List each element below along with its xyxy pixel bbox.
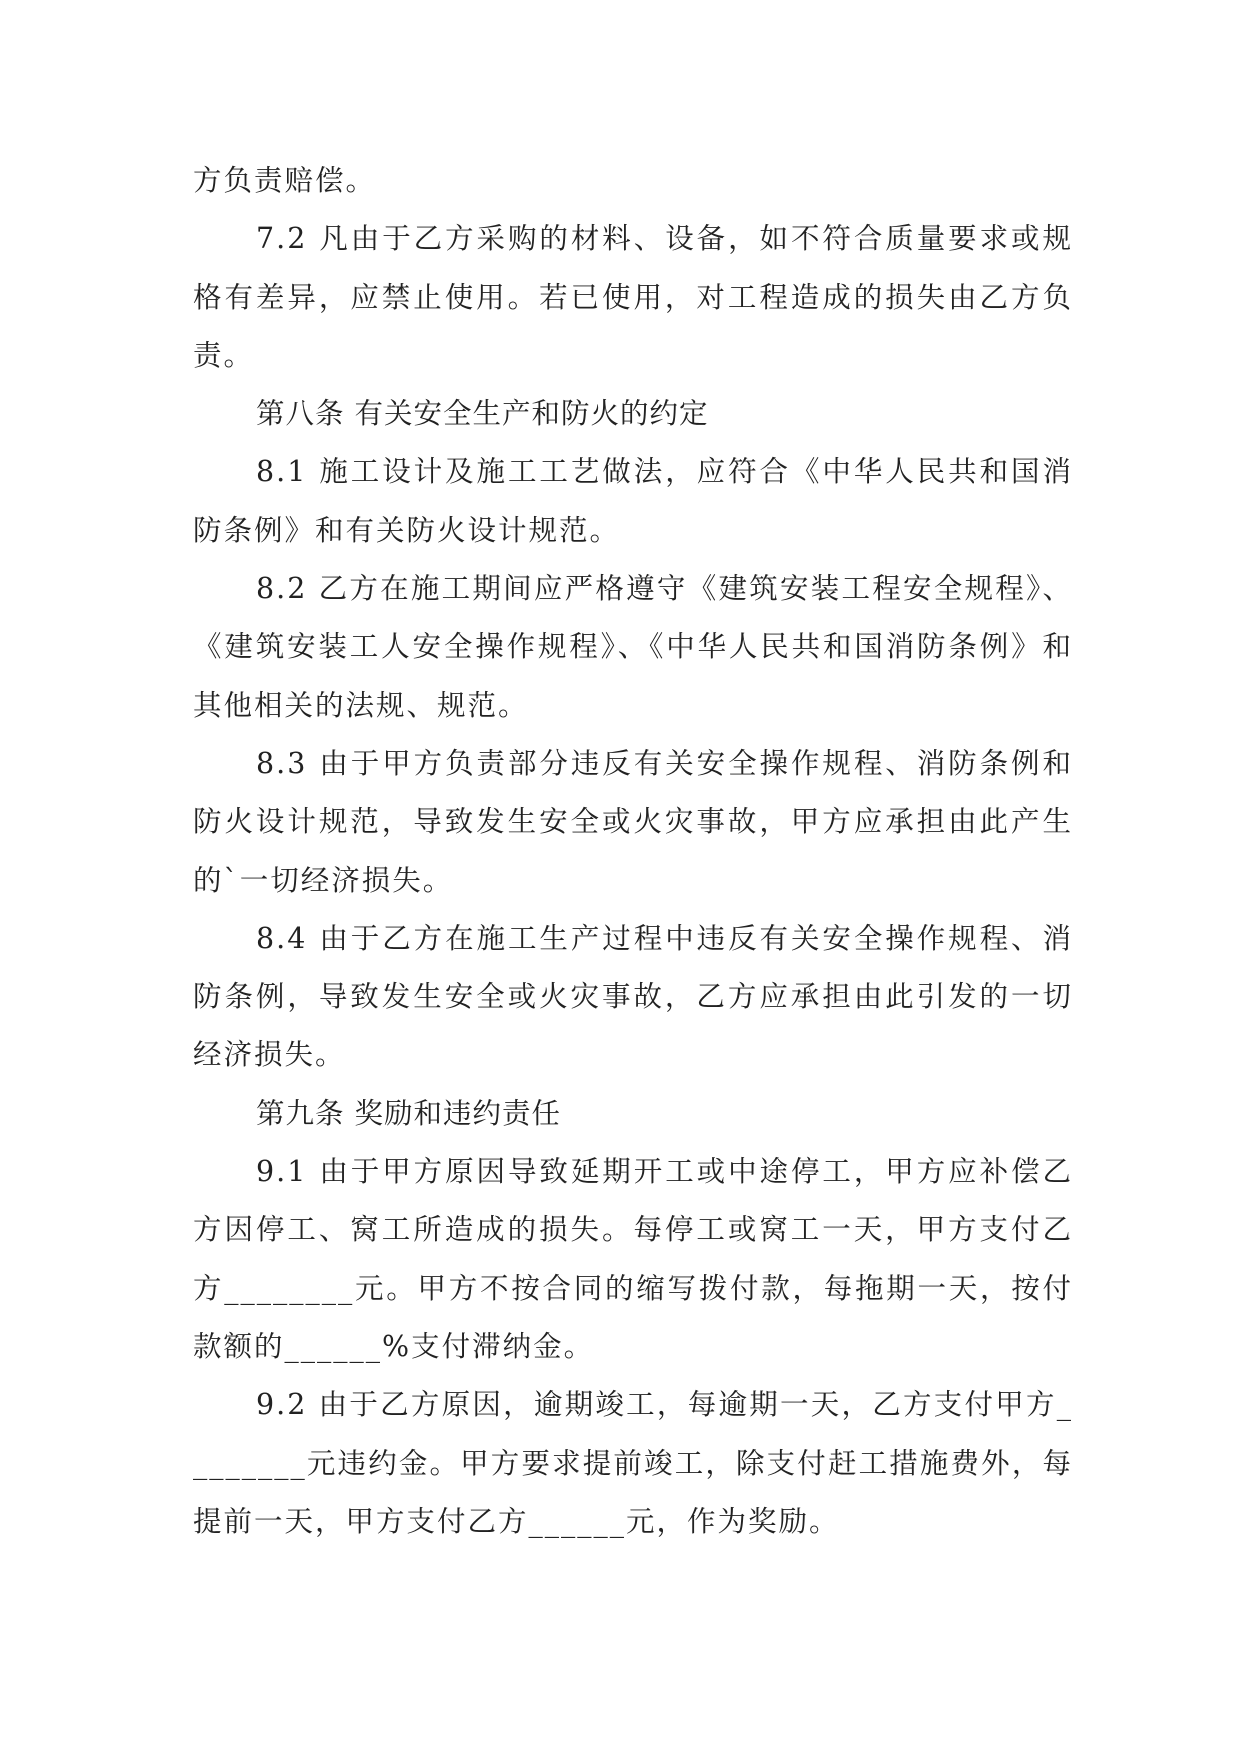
clause-9-1: 9.1 由于甲方原因导致延期开工或中途停工，甲方应补偿乙方因停工、窝工所造成的损失。每停工或窝工一天，甲方支付乙方________元。甲方不按合同的缩写拨付款，每拖期一天，按付款额的______%支付滞纳金。 <box>193 1155 1073 1363</box>
article-8-heading: 第八条 有关安全生产和防火的约定 <box>256 397 709 431</box>
clause-8-2: 8.2 乙方在施工期间应严格遵守《建筑安装工程安全规程》、《建筑安装工人安全操作规程》、《中华人民共和国消防条例》和其他相关的法规、规范。 <box>193 572 1073 722</box>
clause-8-3: 8.3 由于甲方负责部分违反有关安全操作规程、消防条例和防火设计规范，导致发生安全或火灾事故，甲方应承担由此产生的`一切经济损失。 <box>193 746 1073 897</box>
document-body <box>193 152 1073 1551</box>
clause-9-2: 9.2 由于乙方原因，逾期竣工，每逾期一天，乙方支付甲方________元违约金。甲方要求提前竣工，除支付赶工措施费外，每提前一天，甲方支付乙方______元，作为奖励。 <box>193 1388 1073 1538</box>
clause-7-2: 7.2 凡由于乙方采购的材料、设备，如不符合质量要求或规格有差异，应禁止使用。若已使用，对工程造成的损失由乙方负责。 <box>193 222 1073 372</box>
clause-8-1: 8.1 施工设计及施工工艺做法，应符合《中华人民共和国消防条例》和有关防火设计规范。 <box>193 455 1073 547</box>
article-9-heading: 第九条 奖励和违约责任 <box>256 1096 562 1130</box>
clause-8-4: 8.4 由于乙方在施工生产过程中违反有关安全操作规程、消防条例，导致发生安全或火灾事故，乙方应承担由此引发的一切经济损失。 <box>193 921 1073 1072</box>
paragraph-continuation: 方负责赔偿。 <box>193 164 377 197</box>
